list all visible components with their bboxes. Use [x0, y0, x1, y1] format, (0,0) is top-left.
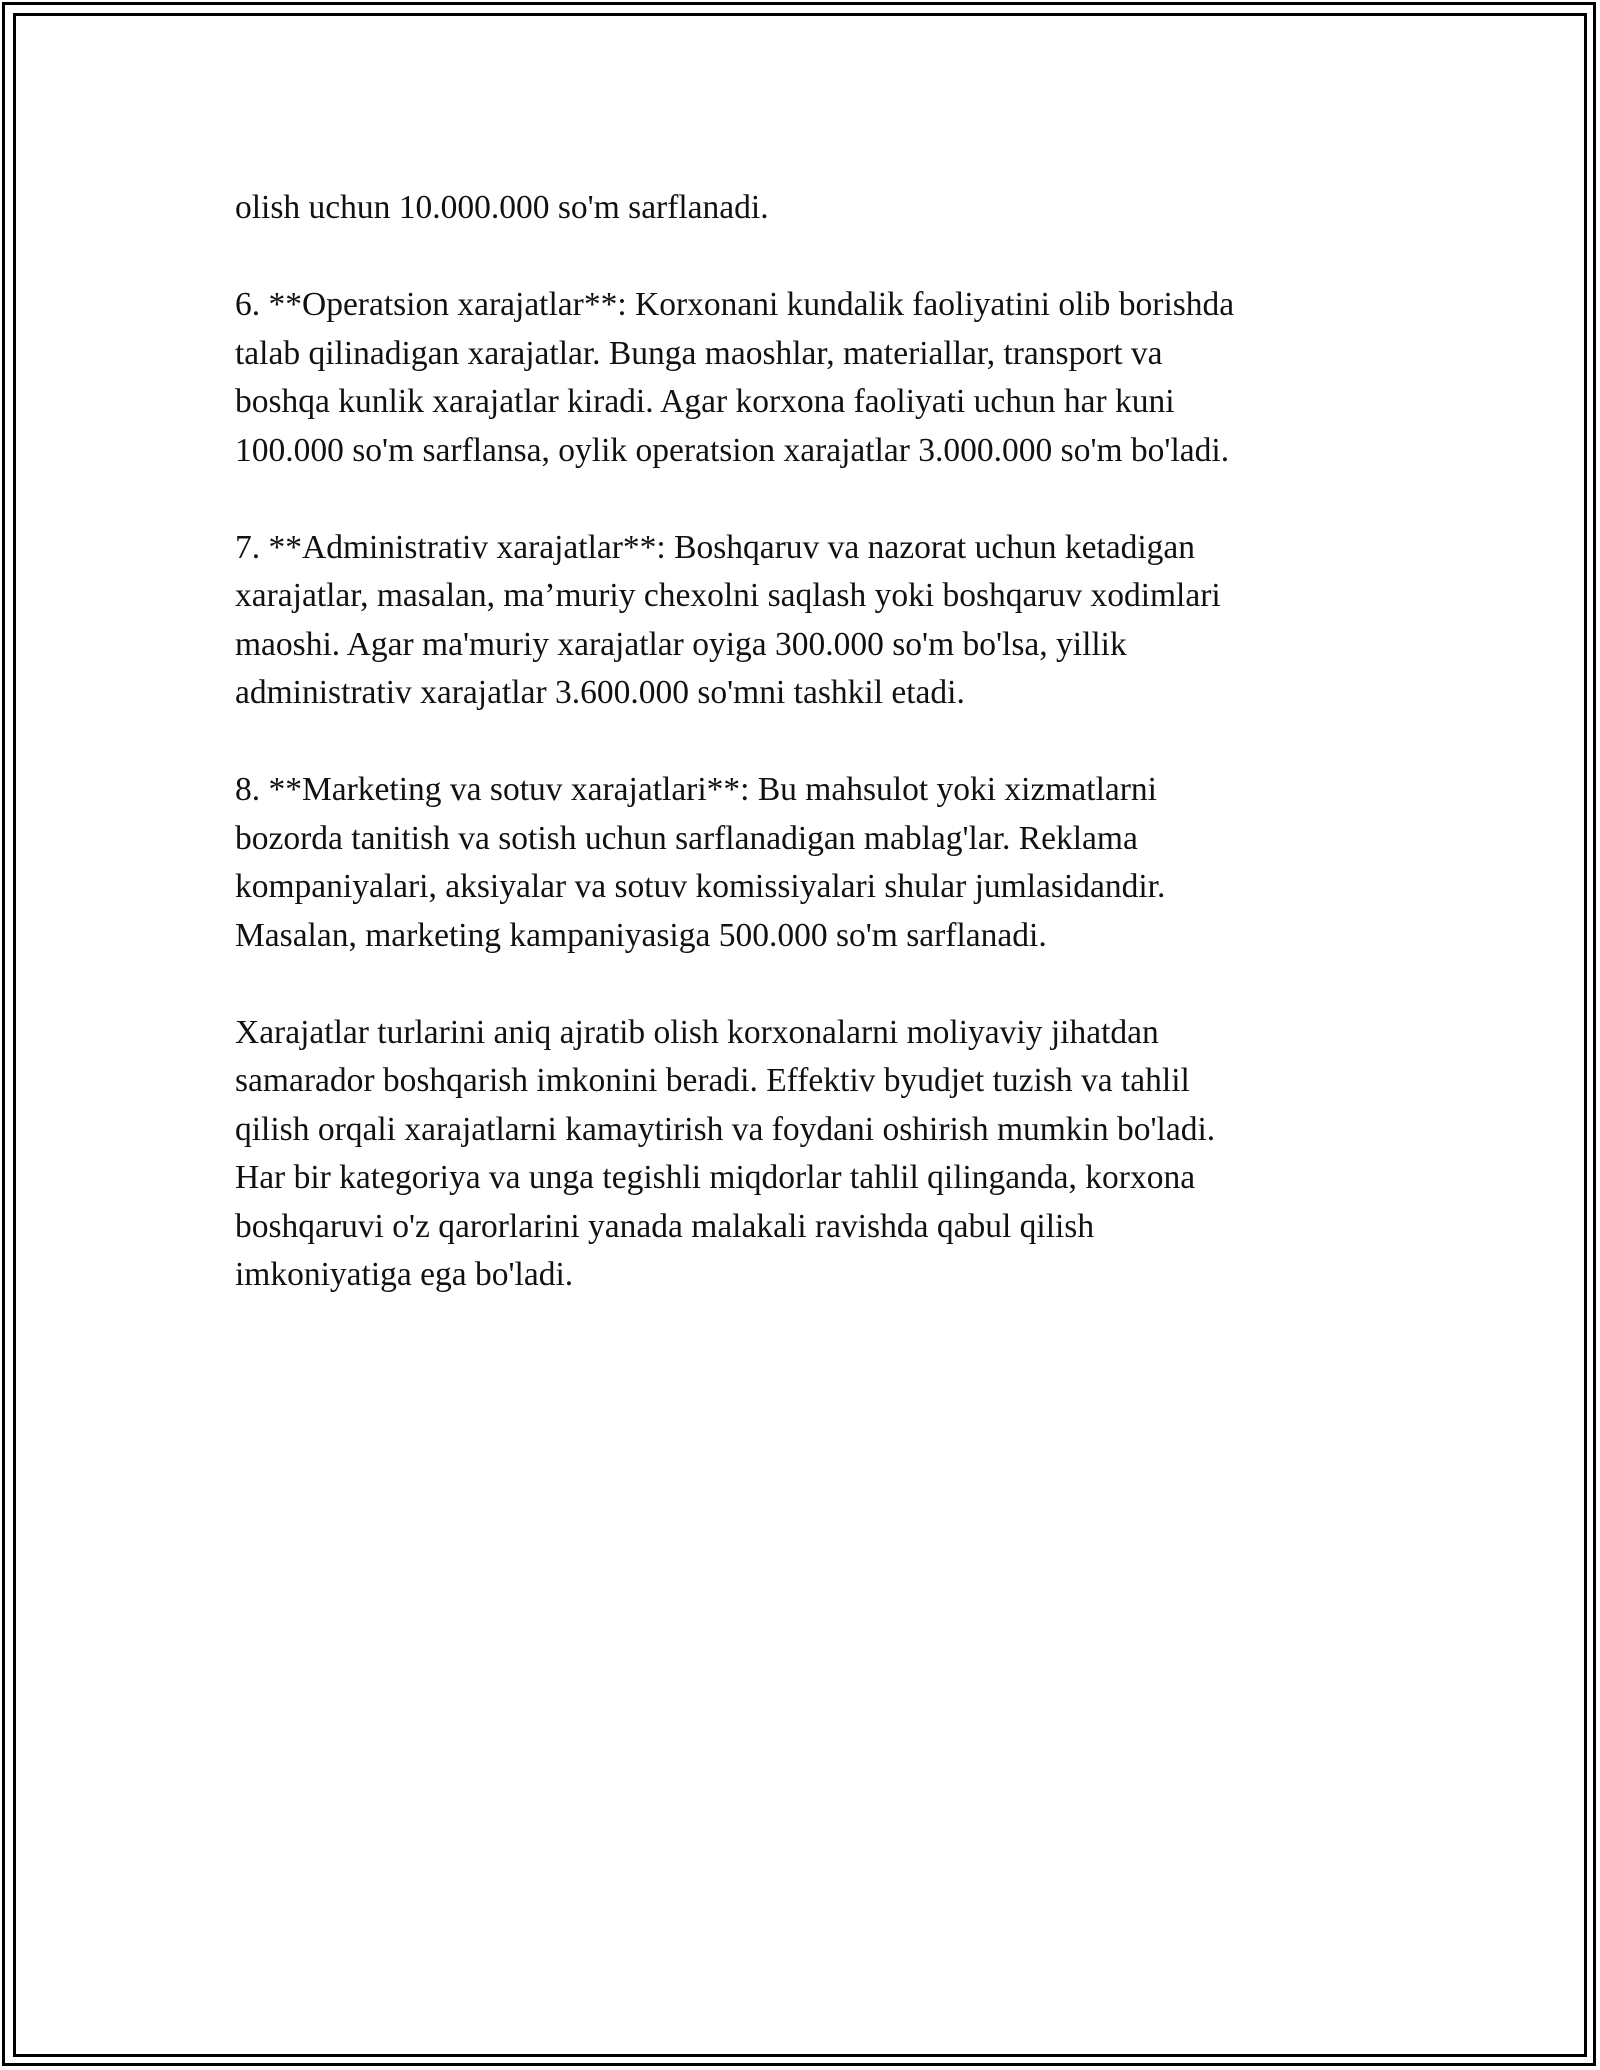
paragraph-conclusion: Xarajatlar turlarini aniq ajratib olish korxonalarni moliyaviy jihatdan samarador boshqarish imkonini beradi. Effektiv byudjet tuzish va tahlil qilish orqali xarajatlarni kamaytirish va foydani oshirish mumkin bo'ladi. Har bir kategoriya va unga tegishli miqdorlar tahlil qilinganda, korxona boshqaruvi o'z qarorlarini yanada malakali ravishda qabul qilish imkoniyatiga ega bo'ladi.	[235, 1013, 1216, 1293]
paragraph-marketing-expenses: 8. **Marketing va sotuv xarajatlari**: Bu mahsulot yoki xizmatlarni bozorda tanitish va sotish uchun sarflanadigan mablag'lar. Reklama kompaniyalari, aksiyalar va sotuv komissiyalari shular jumlasidandir. Masalan, marketing kampaniyasiga 500.000 so'm sarflanadi.	[235, 771, 1166, 954]
paragraph-operational-expenses: 6. **Operatsion xarajatlar**: Korxonani kundalik faoliyatini olib borishda talab qilinadigan xarajatlar. Bunga maoshlar, materiallar, transport va boshqa kunlik xarajatlar kiradi. Agar korxona faoliyati uchun har kuni 100.000 so'm sarflansa, oylik operatsion xarajatlar 3.000.000 so'm bo'ladi.	[235, 286, 1235, 469]
document-body	[235, 184, 1405, 1348]
paragraph-continuation: olish uchun 10.000.000 so'm sarflanadi.	[235, 189, 769, 226]
paragraph-administrative-expenses: 7. **Administrativ xarajatlar**: Boshqaruv va nazorat uchun ketadigan xarajatlar, masalan, ma’muriy chexolni saqlash yoki boshqaruv xodimlari maoshi. Agar ma'muriy xarajatlar oyiga 300.000 so'm bo'lsa, yillik administrativ xarajatlar 3.600.000 so'mni tashkil etadi.	[235, 528, 1221, 711]
